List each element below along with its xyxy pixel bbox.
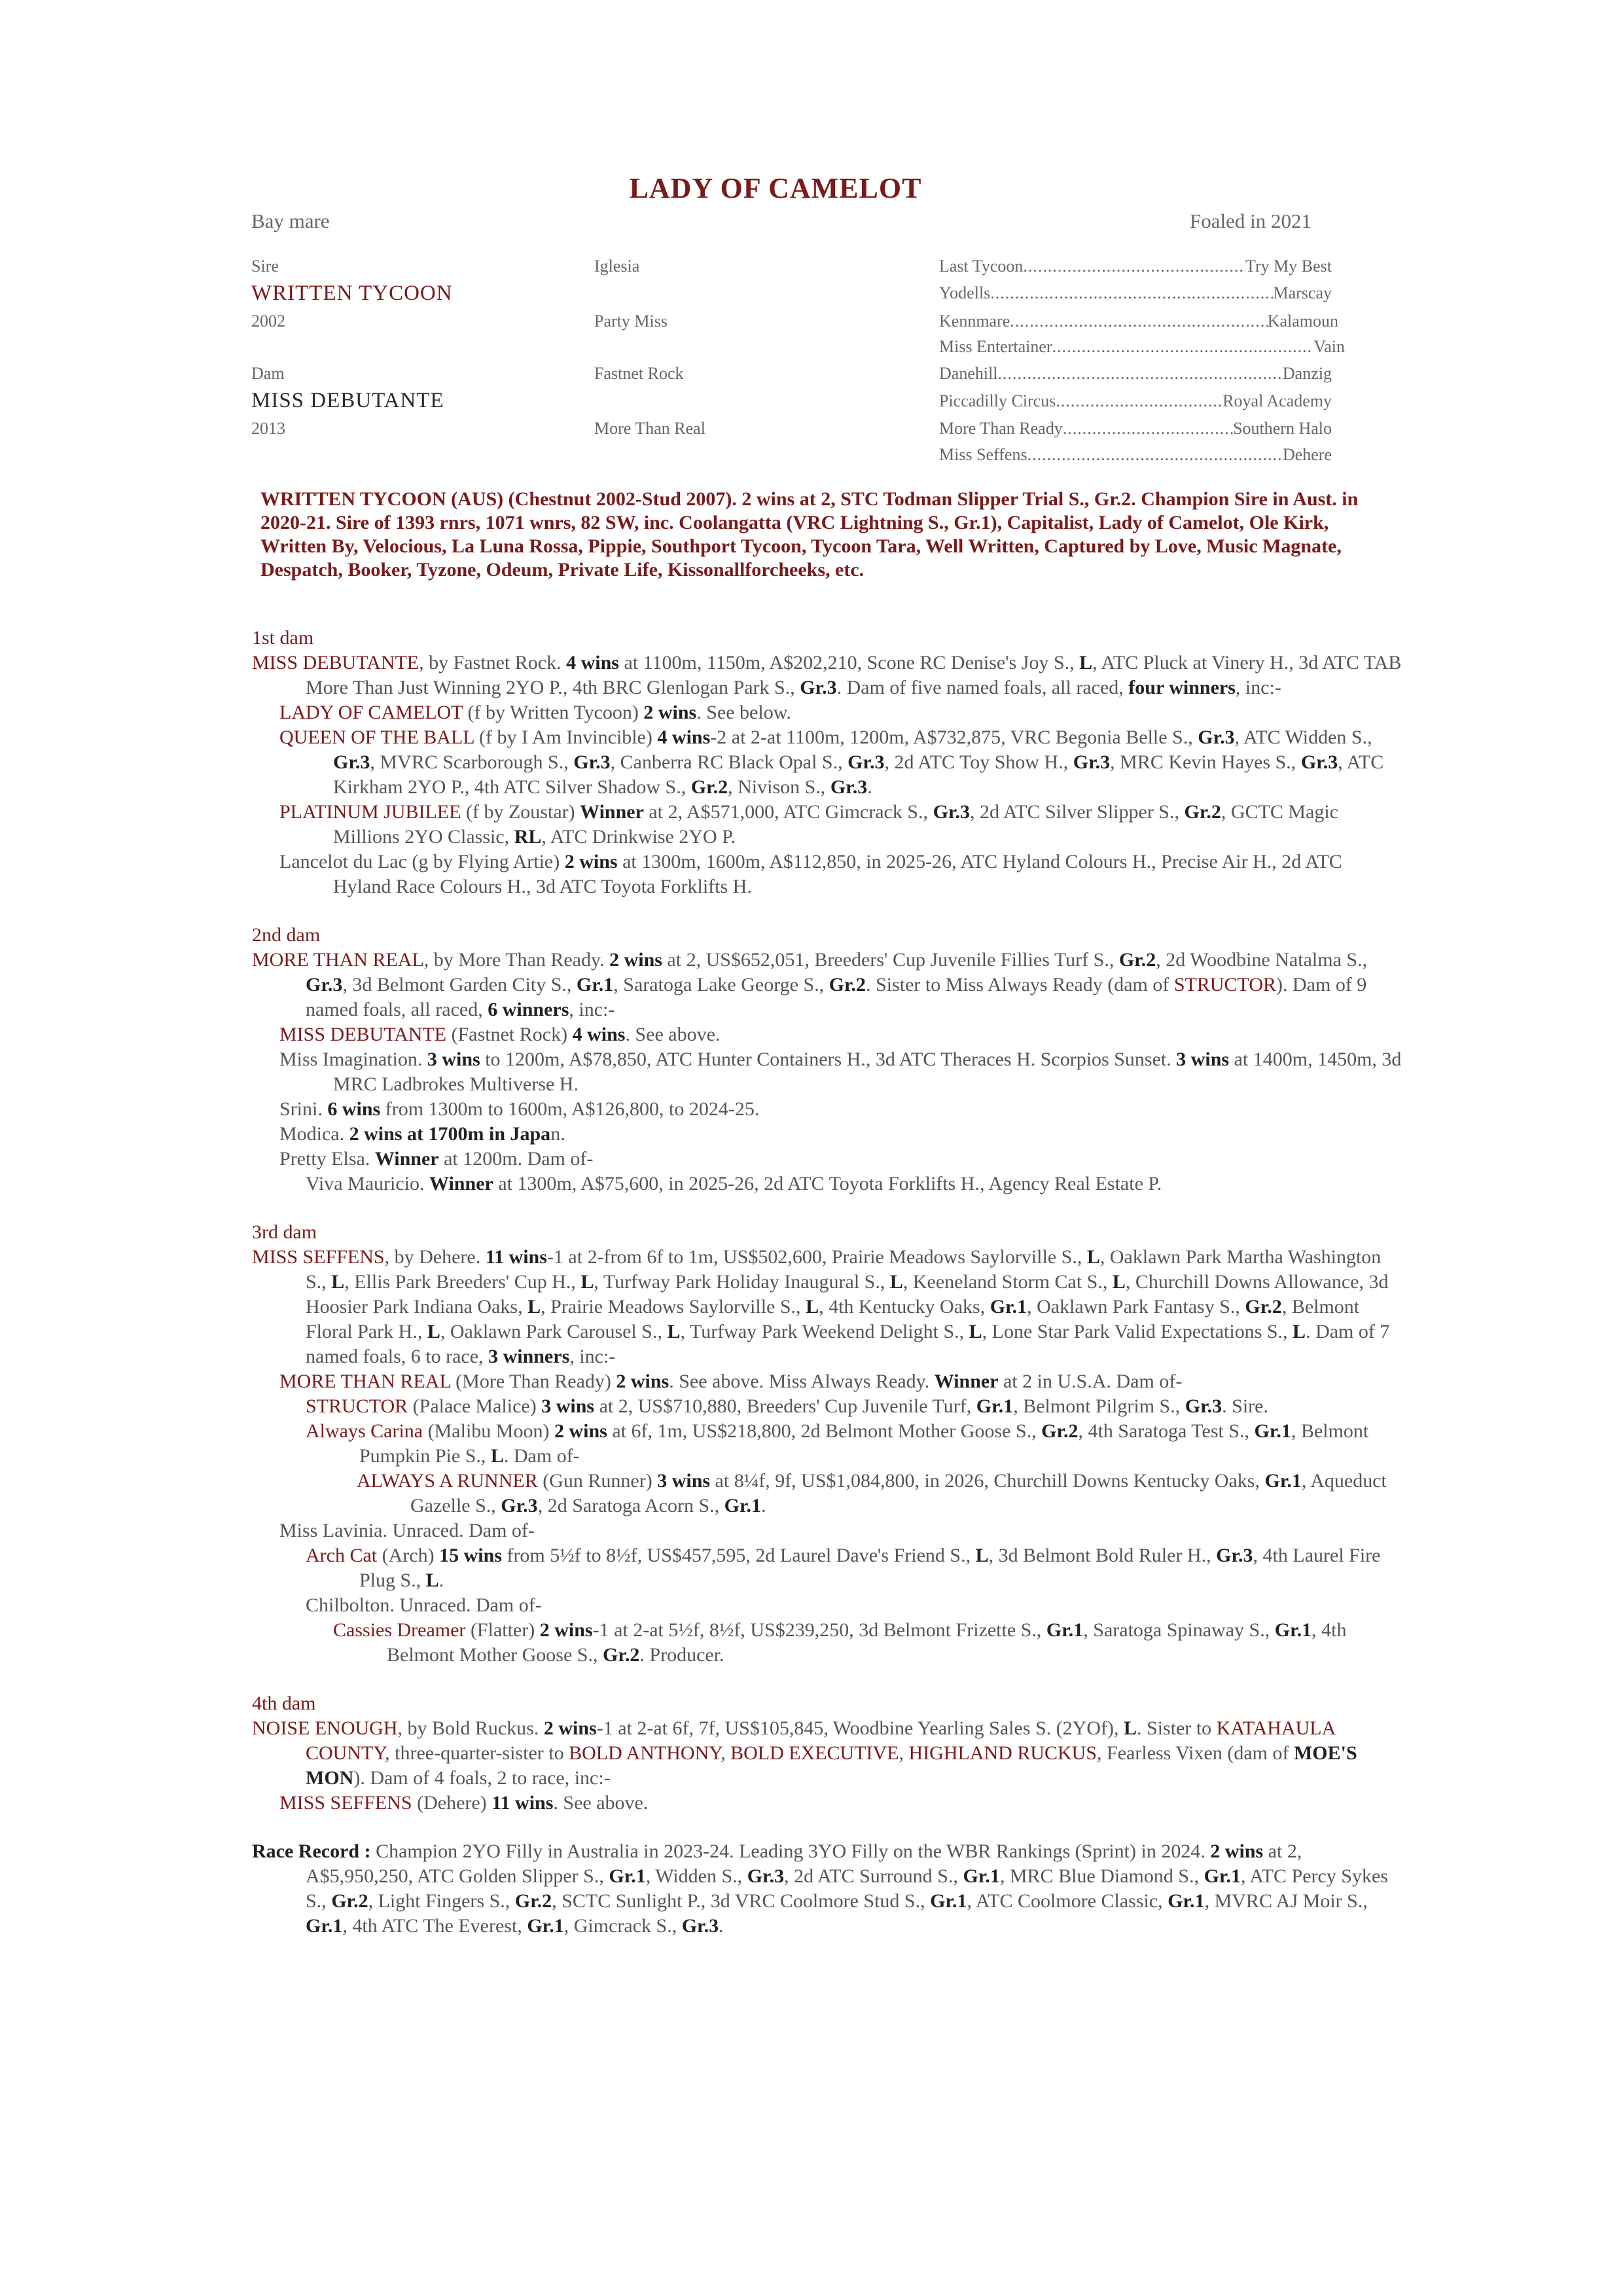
sire-label: Sire xyxy=(251,257,279,276)
pedigree-g3-right: Marscay xyxy=(1273,283,1332,302)
dam-label: Dam xyxy=(251,364,285,383)
pedigree-g3-left: Last Tycoon xyxy=(939,257,1024,276)
first-dam-heading: 1st dam xyxy=(252,627,314,649)
pedigree-g3-left: Kennmare xyxy=(939,312,1010,331)
dam-sire: Fastnet Rock xyxy=(594,364,684,383)
pedigree-g3-row xyxy=(939,445,1332,465)
pedigree-g3-row xyxy=(939,364,1332,384)
list-item: ALWAYS A RUNNER (Gun Runner) 3 wins at 8¼f, 9f, US$1,084,800, in 2026, Churchill Downs Kentucky Oaks, Gr.1, Aqueduct Gazelle S., Gr.3, 2d Saratoga Acorn S., Gr.1. xyxy=(357,1470,1387,1516)
list-item: MISS SEFFENS (Dehere) 11 wins. See above. xyxy=(279,1792,649,1814)
third-dam-heading: 3rd dam xyxy=(252,1221,317,1243)
pedigree-g3-right: Dehere xyxy=(1282,445,1332,464)
list-item: MORE THAN REAL, by More Than Ready. 2 wins at 2, US$652,051, Breeders' Cup Juvenile Fillies Turf S., Gr.2, 2d Woodbine Natalma S., Gr.3, 3d Belmont Garden City S., Gr.1, Saratoga Lake George S., Gr.2. Sister to Miss Always Ready (dam of STRUCTOR). Dam of 9 named foals, all raced, 6 winners, inc:- xyxy=(252,949,1368,1020)
list-item: NOISE ENOUGH, by Bold Ruckus. 2 wins-1 at 2-at 6f, 7f, US$105,845, Woodbine Yearling Sales S. (2YOf), L. Sister to KATAHAULA COUNTY, three-quarter-sister to BOLD ANTHONY, BOLD EXECUTIVE, HIGHLAND RUCKUS, Fearless Vixen (dam of MOE'S MON). Dam of 4 foals, 2 to race, inc:- xyxy=(252,1717,1357,1789)
pedigree-g3-right: Vain xyxy=(1313,337,1345,356)
list-item: PLATINUM JUBILEE (f by Zoustar) Winner at 2, A$571,000, ATC Gimcrack S., Gr.3, 2d ATC Silver Slipper S., Gr.2, GCTC Magic Millions 2YO Classic, RL, ATC Drinkwise 2YO P. xyxy=(279,801,1339,848)
pedigree-g3-row xyxy=(939,312,1338,331)
dam-dam: More Than Real xyxy=(594,419,705,438)
pedigree-g3-row xyxy=(939,391,1332,411)
pedigree-g3-right: Kalamoun xyxy=(1267,312,1338,331)
sire-year: 2002 xyxy=(251,312,285,331)
list-item: Always Carina (Malibu Moon) 2 wins at 6f, 1m, US$218,800, 2d Belmont Mother Goose S., Gr.2, 4th Saratoga Test S., Gr.1, Belmont Pumpkin Pie S., L. Dam of- xyxy=(306,1420,1369,1467)
page-title: LADY OF CAMELOT xyxy=(629,172,922,204)
list-item: Pretty Elsa. Winner at 1200m. Dam of- xyxy=(279,1148,594,1170)
list-item: Cassies Dreamer (Flatter) 2 wins-1 at 2-at 5½f, 8½f, US$239,250, 3d Belmont Frizette S., Gr.1, Saratoga Spinaway S., Gr.1, 4th Belmont Mother Goose S., Gr.2. Producer. xyxy=(333,1619,1347,1666)
list-item: MORE THAN REAL (More Than Ready) 2 wins. See above. Miss Always Ready. Winner at 2 in U.S.A. Dam of- xyxy=(279,1371,1183,1392)
list-item: Arch Cat (Arch) 15 wins from 5½f to 8½f, US$457,595, 2d Laurel Dave's Friend S., L, 3d Belmont Bold Ruler H., Gr.3, 4th Laurel Fire Plug S., L. xyxy=(306,1545,1381,1591)
dam-year: 2013 xyxy=(251,419,285,438)
pedigree-g3-left: Miss Entertainer xyxy=(939,337,1052,356)
pedigree-g3-left: Danehill xyxy=(939,364,998,383)
pedigree-g3-left: Miss Seffens xyxy=(939,445,1027,464)
family-body xyxy=(252,602,1404,1939)
race-record: Race Record : Champion 2YO Filly in Australia in 2023-24. Leading 3YO Filly on the WBR Rankings (Sprint) in 2024. 2 wins at 2, A$5,950,250, ATC Golden Slipper S., Gr.1, Widden S., Gr.3, 2d ATC Surround S., Gr.1, MRC Blue Diamond S., Gr.1, ATC Percy Sykes S., Gr.2, Light Fingers S., Gr.2, SCTC Sunlight P., 3d VRC Coolmore Stud S., Gr.1, ATC Coolmore Classic, Gr.1, MVRC AJ Moir S., Gr.1, 4th ATC The Everest, Gr.1, Gimcrack S., Gr.3. xyxy=(252,1840,1388,1937)
list-item: STRUCTOR (Palace Malice) 3 wins at 2, US$710,880, Breeders' Cup Juvenile Turf, Gr.1, Belmont Pilgrim S., Gr.3. Sire. xyxy=(306,1395,1268,1417)
dam-name: MISS DEBUTANTE xyxy=(251,389,444,412)
race-record-label: Race Record : xyxy=(252,1840,371,1862)
list-item: Viva Mauricio. Winner at 1300m, A$75,600, in 2025-26, 2d ATC Toyota Forklifts H., Agency Real Estate P. xyxy=(306,1173,1162,1194)
list-item: Miss Lavinia. Unraced. Dam of- xyxy=(279,1520,535,1541)
pedigree-g3-row xyxy=(939,283,1332,303)
sire-sire: Iglesia xyxy=(594,257,640,276)
list-item: MISS SEFFENS, by Dehere. 11 wins-1 at 2-from 6f to 1m, US$502,600, Prairie Meadows Saylorville S., L, Oaklawn Park Martha Washington S., L, Ellis Park Breeders' Cup H., L, Turfway Park Holiday Inaugural S., L, Keeneland Storm Cat S., L, Churchill Downs Allowance, 3d Hoosier Park Indiana Oaks, L, Prairie Meadows Saylorville S., L, 4th Kentucky Oaks, Gr.1, Oaklawn Park Fantasy S., Gr.2, Belmont Floral Park H., L, Oaklawn Park Carousel S., L, Turfway Park Weekend Delight S., L, Lone Star Park Valid Expectations S., L. Dam of 7 named foals, 6 to race, 3 winners, inc:- xyxy=(252,1246,1390,1367)
pedigree-g3-row xyxy=(939,257,1332,276)
list-item: Chilbolton. Unraced. Dam of- xyxy=(306,1594,542,1616)
pedigree-g3-right: Try My Best xyxy=(1245,257,1332,276)
pedigree-g3-left: Piccadilly Circus xyxy=(939,391,1056,410)
horse-description: Bay mare xyxy=(251,209,330,232)
pedigree-g3-right: Royal Academy xyxy=(1222,391,1332,410)
pedigree-g3-left: More Than Ready xyxy=(939,419,1063,438)
list-item: Modica. 2 wins at 1700m in Japan. xyxy=(279,1123,565,1145)
pedigree-g3-right: Danzig xyxy=(1282,364,1332,383)
list-item: Miss Imagination. 3 wins to 1200m, A$78,850, ATC Hunter Containers H., 3d ATC Theraces H. Scorpios Sunset. 3 wins at 1400m, 1450m, 3d MRC Ladbrokes Multiverse H. xyxy=(279,1049,1402,1095)
pedigree-g3-left: Yodells xyxy=(939,283,991,302)
list-item: MISS DEBUTANTE (Fastnet Rock) 4 wins. See above. xyxy=(279,1024,721,1045)
pedigree-g3-row xyxy=(939,419,1332,439)
fourth-dam-heading: 4th dam xyxy=(252,1693,316,1714)
list-item: LADY OF CAMELOT (f by Written Tycoon) 2 wins. See below. xyxy=(279,702,791,723)
pedigree-g3-row xyxy=(939,337,1345,357)
foaled-year: Foaled in 2021 xyxy=(1190,209,1311,232)
second-dam-heading: 2nd dam xyxy=(252,924,321,946)
list-item: QUEEN OF THE BALL (f by I Am Invincible) 4 wins-2 at 2-at 1100m, 1200m, A$732,875, VRC Begonia Belle S., Gr.3, ATC Widden S., Gr.3, MVRC Scarborough S., Gr.3, Canberra RC Black Opal S., Gr.3, 2d ATC Toy Show H., Gr.3, MRC Kevin Hayes S., Gr.3, ATC Kirkham 2YO P., 4th ATC Silver Shadow S., Gr.2, Nivison S., Gr.3. xyxy=(279,726,1384,798)
sire-dam: Party Miss xyxy=(594,312,668,331)
list-item: Srini. 6 wins from 1300m to 1600m, A$126,800, to 2024-25. xyxy=(279,1098,760,1120)
sire-summary: WRITTEN TYCOON (AUS) (Chestnut 2002-Stud 2007). 2 wins at 2, STC Todman Slipper Trial S., Gr.2. Champion Sire in Aust. in 2020-21. Sire of 1393 rnrs, 1071 wnrs, 82 SW, inc. Coolangatta (VRC Lightning S., Gr.1), Capitalist, Lady of Camelot, Ole Kirk, Written By, Velocious, La Luna Rossa, Pippie, Southport Tycoon, Tycoon Tara, Well Written, Captured by Love, Music Magnate, Despatch, Booker, Tyzone, Odeum, Private Life, Kissonallforcheeks, etc. xyxy=(260,488,1359,581)
sire-name: WRITTEN TYCOON xyxy=(251,281,453,305)
list-item: Lancelot du Lac (g by Flying Artie) 2 wins at 1300m, 1600m, A$112,850, in 2025-26, ATC Hyland Colours H., Precise Air H., 2d ATC Hyland Race Colours H., 3d ATC Toyota Forklifts H. xyxy=(279,851,1342,897)
pedigree-g3-right: Southern Halo xyxy=(1233,419,1332,438)
list-item: MISS DEBUTANTE, by Fastnet Rock. 4 wins at 1100m, 1150m, A$202,210, Scone RC Denise's Joy S., L, ATC Pluck at Vinery H., 3d ATC TAB More Than Just Winning 2YO P., 4th BRC Glenlogan Park S., Gr.3. Dam of five named foals, all raced, four winners, inc:- xyxy=(252,652,1402,698)
